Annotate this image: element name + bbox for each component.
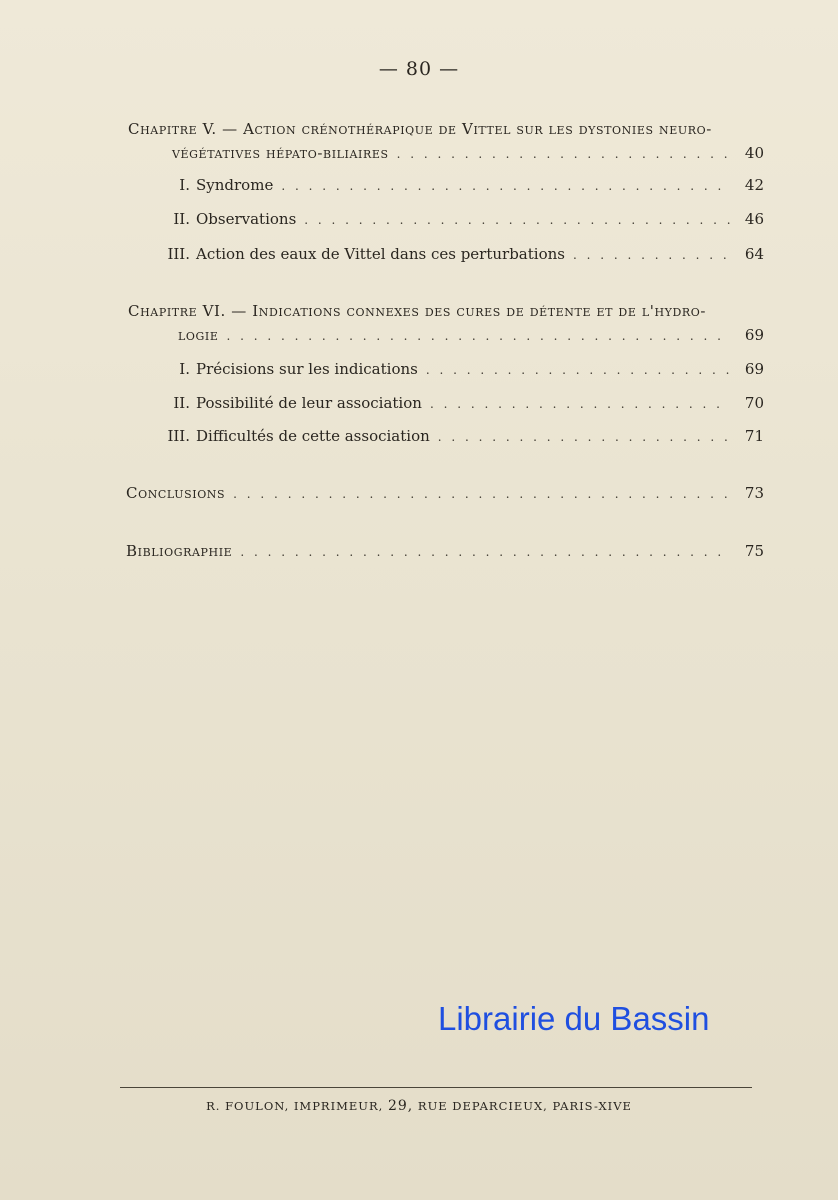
section-number: III. — [167, 245, 190, 263]
bibliographie-entry — [126, 540, 764, 563]
chapter-5-page: 40 — [744, 144, 764, 162]
chapter-5-title-line2: végétatives hépato-biliaires — [172, 144, 389, 162]
dot-leader — [240, 541, 730, 563]
chapter-6-entry — [178, 324, 764, 347]
bibliographie-label: Bibliographie — [126, 542, 233, 560]
section-number: II. — [173, 394, 190, 412]
printer-imprint — [0, 1098, 838, 1114]
chapter-6-title-line1 — [128, 300, 748, 322]
page-number: — 80 — — [378, 58, 460, 80]
section-label: Action des eaux de Vittel dans ces perturbations — [196, 245, 565, 263]
dot-leader — [430, 393, 730, 415]
chapter-6-title-text: Chapitre VI. — Indications connexes des cures de détente et de l'hydro- — [128, 302, 707, 320]
chapter-5-title-line1 — [128, 118, 748, 140]
section-number: I. — [179, 176, 190, 194]
bibliographie-page: 75 — [744, 542, 764, 560]
section-number: I. — [179, 360, 190, 378]
section-page: 70 — [744, 394, 764, 412]
section-page: 71 — [744, 427, 764, 445]
section-label: Précisions sur les indications — [196, 360, 418, 378]
section-label: Difficultés de cette association — [196, 427, 430, 445]
chapter-6-title-line2: logie — [178, 326, 219, 344]
section-page: 69 — [744, 360, 764, 378]
printer-name: R. FOULON, IMPRIMEUR, — [206, 1099, 384, 1113]
chapter-6-section-1 — [156, 358, 764, 381]
dot-leader — [573, 244, 730, 266]
printer-street-number: 29, — [387, 1098, 414, 1114]
chapter-5-section-2 — [156, 208, 764, 231]
dot-leader — [227, 325, 731, 347]
dot-leader — [304, 209, 730, 231]
chapter-5-section-3 — [156, 243, 764, 266]
chapter-6-section-2 — [156, 392, 764, 415]
section-number: III. — [167, 427, 190, 445]
conclusions-page: 73 — [744, 484, 764, 502]
section-label: Syndrome — [196, 176, 274, 194]
chapter-5-section-1 — [156, 174, 764, 197]
dot-leader — [233, 483, 730, 505]
watermark-text: Librairie du Bassin — [438, 1000, 710, 1037]
printer-address: RUE DEPARCIEUX, PARIS-XIVE — [417, 1099, 632, 1113]
section-label: Observations — [196, 210, 297, 228]
footer-rule — [120, 1087, 752, 1088]
dot-leader — [438, 426, 730, 448]
conclusions-entry — [126, 482, 764, 505]
chapter-6-page: 69 — [744, 326, 764, 344]
section-page: 46 — [744, 210, 764, 228]
section-page: 42 — [744, 176, 764, 194]
section-label: Possibilité de leur association — [196, 394, 422, 412]
chapter-5-entry — [172, 142, 764, 165]
section-number: II. — [173, 210, 190, 228]
chapter-5-title-text: Chapitre V. — Action crénothérapique de Vittel sur les dystonies neuro- — [128, 120, 712, 138]
chapter-6-section-3 — [156, 425, 764, 448]
dot-leader — [397, 143, 730, 165]
conclusions-label: Conclusions — [126, 484, 226, 502]
dot-leader — [281, 175, 730, 197]
dot-leader — [426, 359, 730, 381]
section-page: 64 — [744, 245, 764, 263]
